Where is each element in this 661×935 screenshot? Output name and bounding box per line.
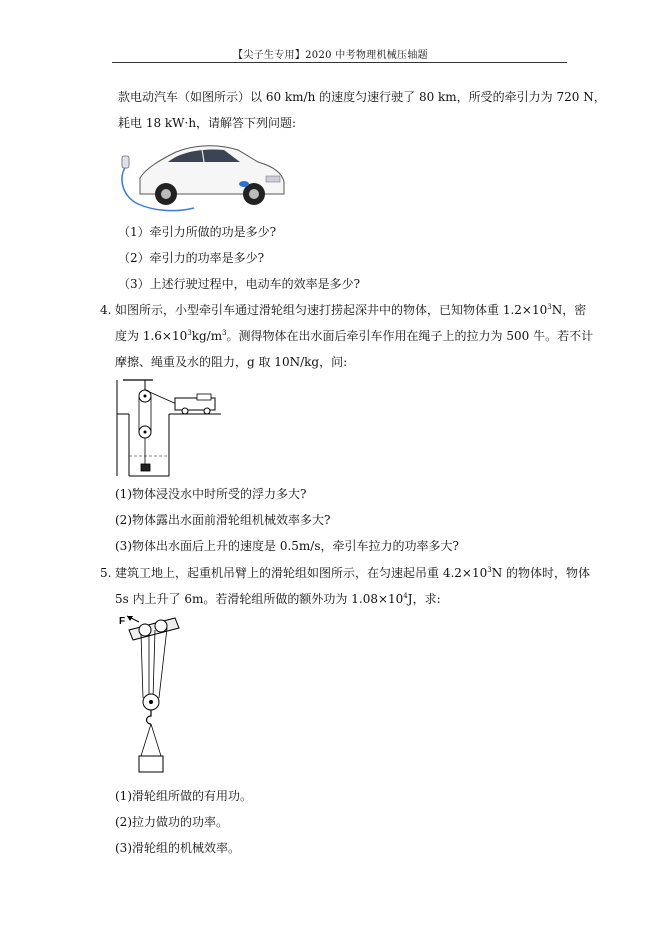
force-label: F — [119, 616, 126, 627]
crane-hook — [147, 710, 152, 724]
load-block — [139, 756, 163, 772]
well-pulley-figure — [115, 378, 223, 478]
charger-plug — [122, 156, 129, 168]
q4-sub-1: (1)物体浸没水中时所受的浮力多大? — [115, 487, 307, 501]
submerged-object — [141, 464, 150, 471]
q4-line-2: 度为 $1.6\times 10^3kg/m^3$。测得物体在出水面后牵引车作用在绳子上的拉力为 500 牛。若不计 — [115, 329, 594, 343]
q5-sub-1: (1)滑轮组所做的有用功。 — [115, 789, 252, 803]
crane-pulley-figure — [115, 612, 187, 776]
q3-line-1: 款电动汽车（如图所示）以 60 km/h 的速度匀速行驶了 80 km，所受的牵引力为 720 N， — [118, 90, 606, 104]
header-divider — [112, 62, 567, 63]
q5-sub-2: (2)拉力做功的功率。 — [115, 815, 228, 829]
page-header: 【尖子生专用】2020 中考物理机械压轴题 — [233, 50, 428, 61]
q4-sub-2: (2)物体露出水面前滑轮组机械效率多大? — [115, 513, 331, 527]
q4-number: 4. — [100, 303, 112, 317]
crane-fixed-pulley-2 — [155, 620, 167, 632]
q5-line-1: 建筑工地上，起重机吊臂上的滑轮组如图所示，在匀速起吊重 $4.2\times 10^3N$ 的物体时，物体 — [115, 566, 591, 580]
q4-line-1: 如图所示，小型牵引车通过滑轮组匀速打捞起深井中的物体，已知物体重 $1.2\times 10^3N$，密 — [115, 303, 587, 317]
q3-sub-3: （3）上述行驶过程中，电动车的效率是多少? — [118, 277, 361, 291]
q5-number: 5. — [100, 566, 112, 580]
electric-car-figure — [116, 138, 288, 216]
q5-sub-3: (3)滑轮组的机械效率。 — [115, 841, 240, 855]
q4-sub-3: (3)物体出水面后上升的速度是 0.5m/s，牵引车拉力的功率多大? — [115, 539, 459, 553]
q3-sub-2: （2）牵引力的功率是多少? — [118, 251, 265, 265]
q4-line-3: 摩擦、绳重及水的阻力，g 取 10N/kg，问: — [115, 355, 348, 369]
q5-line-2: 5s 内上升了 6m。若滑轮组所做的额外功为 $1.08\times 10^4J$，求: — [115, 592, 441, 606]
q3-line-2: 耗电 18 kW·h，请解答下列问题: — [118, 116, 297, 130]
q3-sub-1: （1）牵引力所做的功是多少? — [118, 225, 277, 239]
